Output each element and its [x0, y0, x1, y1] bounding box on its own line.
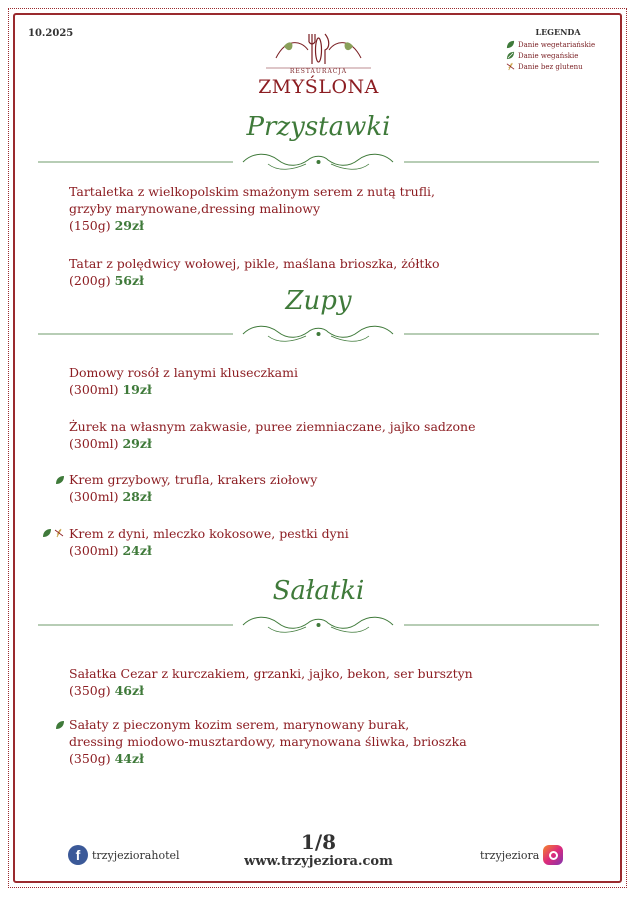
legend-item-vegan: Danie wegańskie: [506, 50, 610, 61]
ornament-divider: [38, 152, 599, 172]
menu-item: Domowy rosół z lanymi kluseczkami (300ml) 19zł: [69, 365, 298, 397]
menu-item: Tartaletka z wielkopolskim smażonym serem z nutą trufli, grzyby marynowane,dressing malinowy (150g) 29zł: [69, 184, 436, 233]
ornament-divider: [38, 615, 599, 635]
price: 29zł: [114, 218, 144, 233]
legend-item-vegetarian: Danie wegetariańskie: [506, 39, 610, 50]
diet-icons: [55, 475, 65, 485]
leaf-icon: [55, 475, 65, 485]
diet-icons: [42, 528, 64, 538]
menu-item: Sałaty z pieczonym kozim serem, marynowany burak, dressing miodowo-musztardowy, marynowana śliwka, brioszka (350g) 44zł: [69, 717, 467, 766]
restaurant-logo: [256, 28, 381, 100]
price: 46zł: [114, 683, 144, 698]
instagram-link[interactable]: [480, 845, 563, 865]
price: 24zł: [122, 543, 152, 558]
leaf-icon: [506, 40, 515, 49]
section-title-salatki: Sałatki: [272, 576, 365, 606]
legend: [506, 27, 610, 72]
facebook-icon: f: [68, 845, 88, 865]
leaf-icon: [55, 720, 65, 730]
instagram-icon: [543, 845, 563, 865]
website-link[interactable]: www.trzyjeziora.com: [244, 854, 393, 869]
gluten-free-icon: [506, 62, 515, 71]
facebook-handle: trzyjeziorahotel: [92, 848, 180, 862]
section-title-zupy: Zupy: [285, 286, 352, 316]
price: 56zł: [114, 273, 144, 288]
menu-item: Krem grzybowy, trufla, krakers ziołowy (300ml) 28zł: [69, 472, 318, 504]
gluten-free-icon: [54, 528, 64, 538]
price: 28zł: [122, 489, 152, 504]
price: 29zł: [122, 436, 152, 451]
legend-title: LEGENDA: [535, 27, 581, 37]
diet-icons: [55, 720, 65, 730]
cutlery-flourish-icon: [256, 28, 381, 70]
section-title-przystawki: Przystawki: [246, 112, 391, 142]
menu-date: 10.2025: [28, 28, 74, 39]
double-leaf-icon: [506, 51, 515, 60]
logo-subtitle: RESTAURACJA: [289, 68, 348, 75]
ornament-divider: [38, 324, 599, 344]
leaf-icon: [42, 528, 52, 538]
instagram-handle: trzyjeziora: [480, 848, 540, 862]
price: 44zł: [114, 751, 144, 766]
legend-item-gluten-free: Danie bez glutenu: [506, 61, 610, 72]
menu-item: Tatar z polędwicy wołowej, pikle, maślana brioszka, żółtko (200g) 56zł: [69, 256, 440, 288]
price: 19zł: [122, 382, 152, 397]
menu-item: Krem z dyni, mleczko kokosowe, pestki dyni (300ml) 24zł: [69, 526, 349, 558]
logo-name: ZMYŚLONA: [258, 76, 379, 98]
page-number: 1/8: [300, 830, 337, 854]
menu-item: Sałatka Cezar z kurczakiem, grzanki, jajko, bekon, ser bursztyn (350g) 46zł: [69, 666, 473, 698]
menu-item: Żurek na własnym zakwasie, puree ziemniaczane, jajko sadzone (300ml) 29zł: [69, 419, 476, 451]
